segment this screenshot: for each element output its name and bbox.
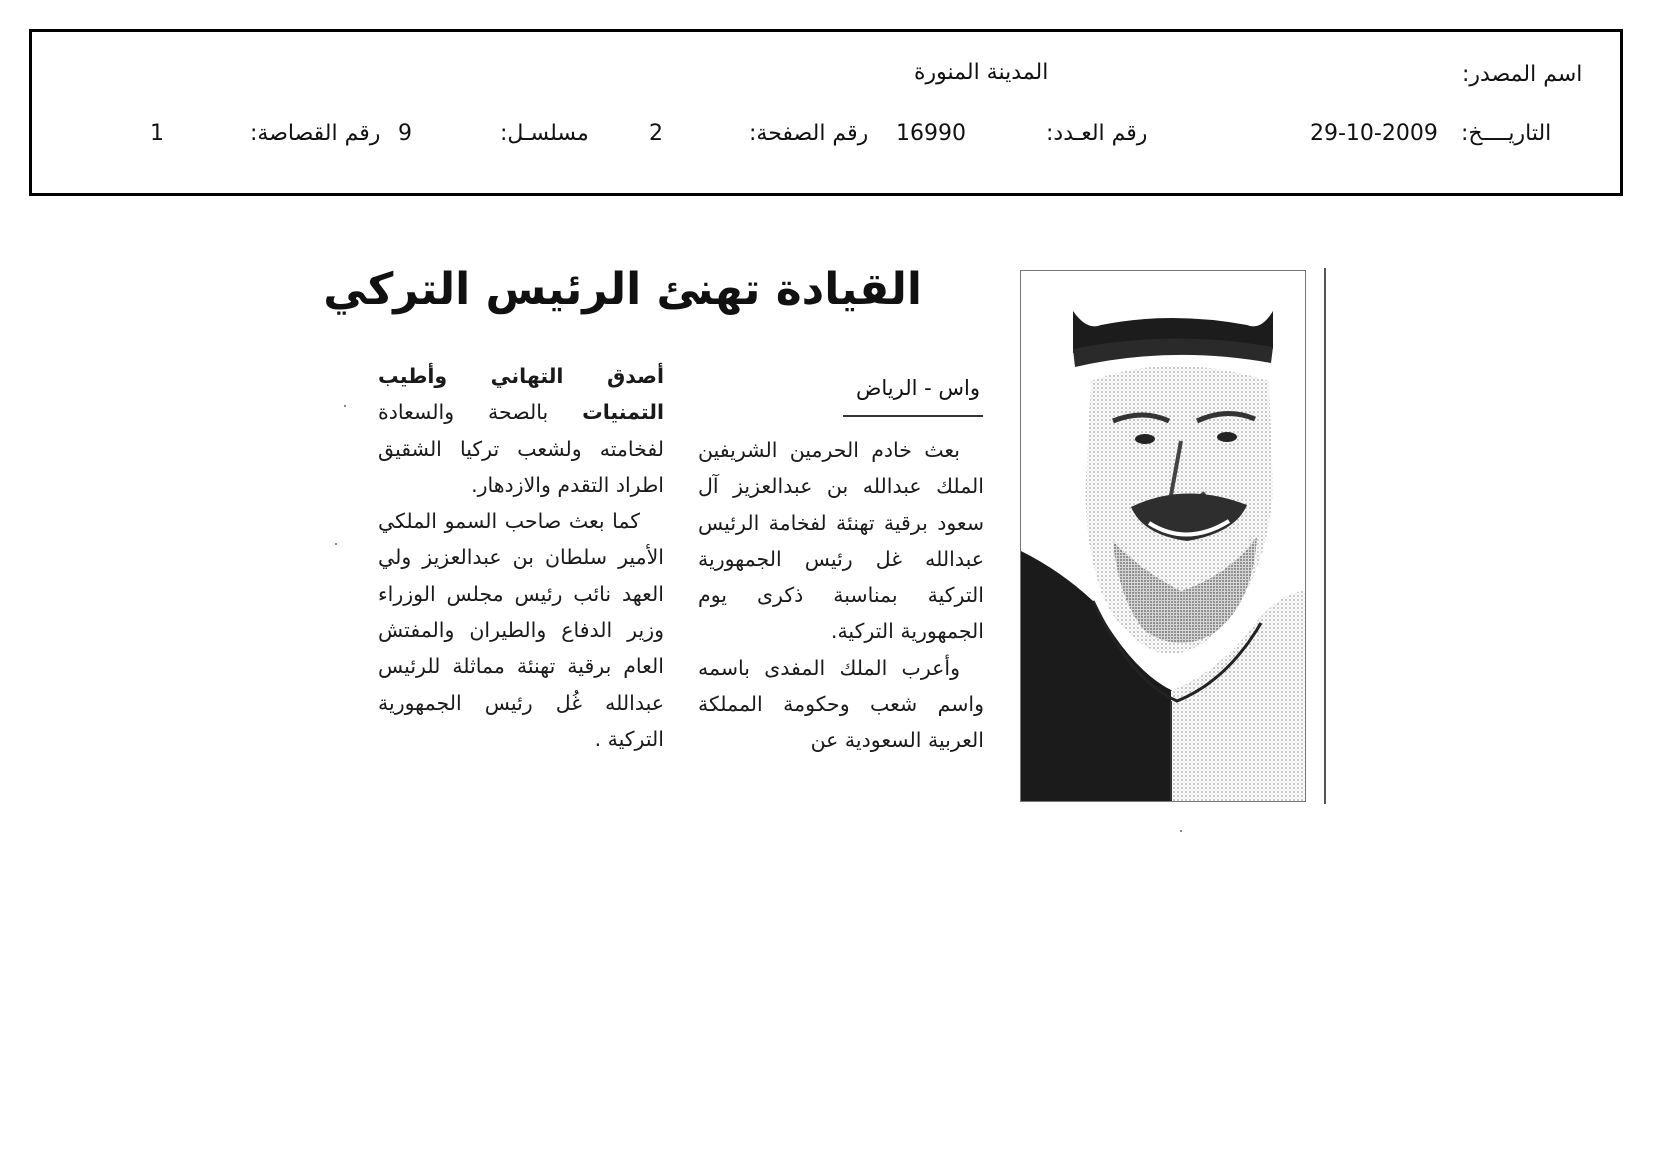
- print-speck: [344, 405, 346, 407]
- issue-value: 16990: [896, 121, 966, 146]
- article-byline: واس - الرياض: [856, 376, 980, 400]
- byline-divider: [843, 415, 983, 417]
- date-label: التاريــــخ:: [1461, 121, 1552, 146]
- portrait-photo-icon: [1020, 270, 1306, 802]
- article-column-left: [378, 358, 664, 757]
- photo-divider: [1324, 268, 1326, 804]
- paragraph-4: كما بعث صاحب السمو الملكي الأمير سلطان بن عبدالعزيز ولي العهد نائب رئيس مجلس الوزراء وزير الدفاع والطيران والمفتش العام برقية تهنئة مماثلة للرئيس عبدالله غُل رئيس الجمهورية التركية .: [378, 509, 664, 751]
- paragraph-1: بعث خادم الحرمين الشريفين الملك عبدالله بن عبدالعزيز آل سعود برقية تهنئة لفخامة الرئيس عبدالله غل رئيس الجمهورية التركية بمناسبة ذكرى يوم الجمهورية التركية.: [698, 438, 984, 644]
- clipping-label: رقم القصاصة:: [250, 121, 381, 146]
- source-label: اسم المصدر:: [1462, 62, 1583, 87]
- print-speck: [335, 543, 337, 545]
- source-value: المدينة المنورة: [914, 60, 1049, 85]
- article-column-right: [698, 432, 984, 759]
- article-headline: القيادة تهنئ الرئيس التركي: [323, 264, 922, 315]
- paragraph-3-rest: بالصحة والسعادة لفخامته ولشعب تركيا الشقيق اطراد التقدم والازدهار.: [378, 400, 664, 497]
- date-value: 29-10-2009: [1310, 121, 1438, 146]
- paragraph-2: وأعرب الملك المفدى باسمه واسم شعب وحكومة المملكة العربية السعودية عن: [698, 655, 984, 753]
- paragraph-3-lead: أصدق التهاني وأطيب التمنيات: [378, 364, 664, 425]
- paragraph-3: [378, 358, 664, 503]
- clipping-value: 1: [150, 121, 164, 146]
- issue-label: رقم العـدد:: [1046, 121, 1148, 146]
- clipping-info-box: [29, 29, 1623, 196]
- page-value: 2: [649, 121, 663, 146]
- portrait-illustration: [1021, 271, 1306, 802]
- serial-label: مسلسـل:: [500, 121, 589, 146]
- page-label: رقم الصفحة:: [749, 121, 869, 146]
- print-speck: [1180, 830, 1182, 832]
- serial-value: 9: [398, 121, 412, 146]
